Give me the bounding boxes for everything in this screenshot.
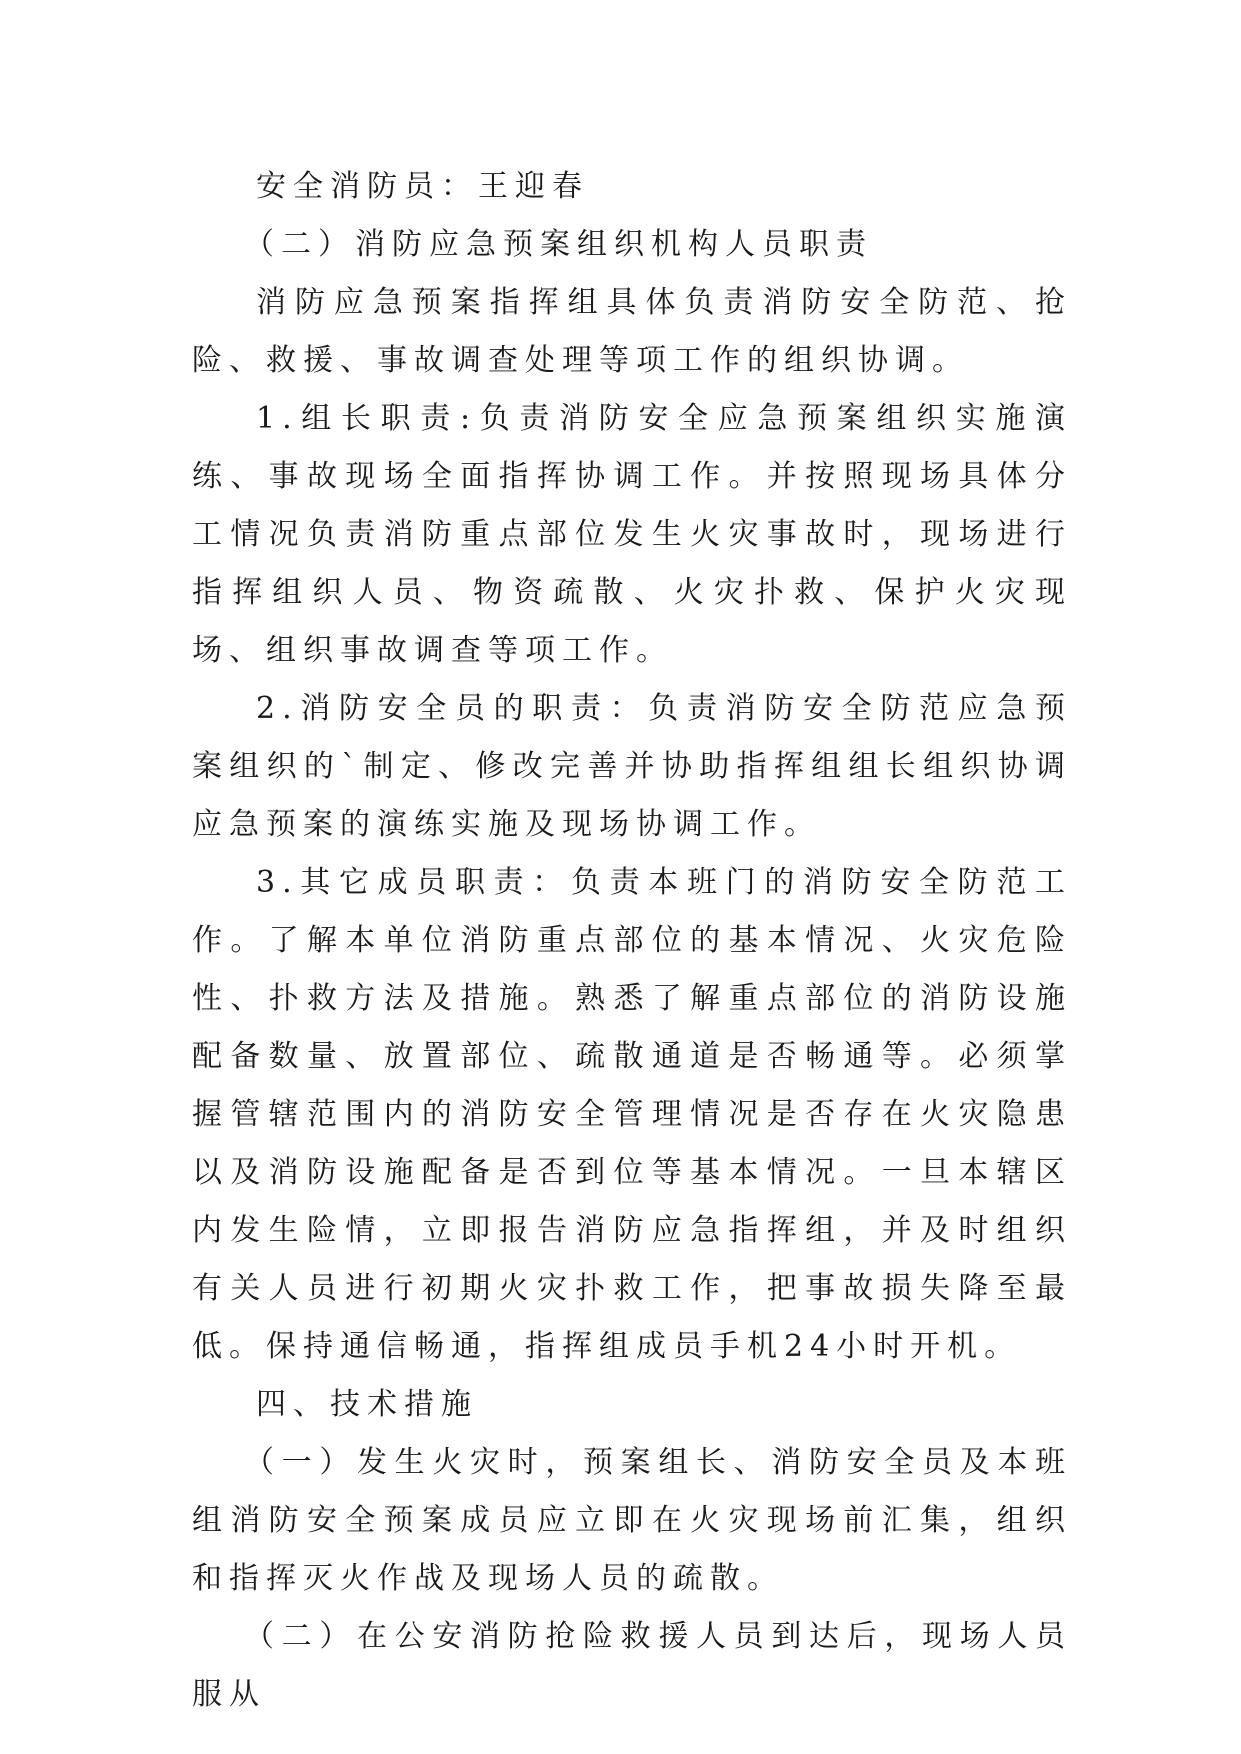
paragraph-fire-occurs: （一）发生火灾时，预案组长、消防安全员及本班组消防安全预案成员应立即在火灾现场前汇集，组织和指挥灭火作战及现场人员的疏散。 <box>192 1445 1072 1596</box>
paragraph-officer-duties: 2.消防安全员的职责：负责消防安全防范应急预案组织的`制定、修改完善并协助指挥组组长组织协调应急预案的演练实施及现场协调工作。 <box>192 691 1072 842</box>
paragraph-member-duties: 3.其它成员职责：负责本班门的消防安全防范工作。了解本单位消防重点部位的基本情况、火灾危险性、扑救方法及措施。熟悉了解重点部位的消防设施配备数量、放置部位、疏散通道是否畅通等。必须掌握管辖范围内的消防安全管理情况是否存在火灾隐患以及消防设施配备是否到位等基本情况。一旦本辖区内发生险情，立即报告消防应急指挥组，并及时组织有关人员进行初期火灾扑救工作，把事故损失降至最低。保持通信畅通，指挥组成员手机24小时开机。 <box>192 865 1072 1364</box>
paragraph-rescue-arrival: （二）在公安消防抢险救援人员到达后，现场人员服从 <box>192 1619 1072 1712</box>
section-heading-technical-measures: 四、技术措施 <box>256 1387 478 1422</box>
paragraph-command-group: 消防应急预案指挥组具体负责消防安全防范、抢险、救援、事故调查处理等项工作的组织协调。 <box>192 285 1072 378</box>
section-heading-responsibilities: （二）消防应急预案组织机构人员职责 <box>244 227 873 262</box>
document-body <box>192 158 1072 1724</box>
paragraph-leader-duties: 1.组长职责:负责消防安全应急预案组织实施演练、事故现场全面指挥协调工作。并按照现场具体分工情况负责消防重点部位发生火灾事故时，现场进行指挥组织人员、物资疏散、火灾扑救、保护火灾现场、组织事故调查等项工作。 <box>192 401 1072 668</box>
paragraph-safety-officer: 安全消防员：王迎春 <box>256 169 589 204</box>
